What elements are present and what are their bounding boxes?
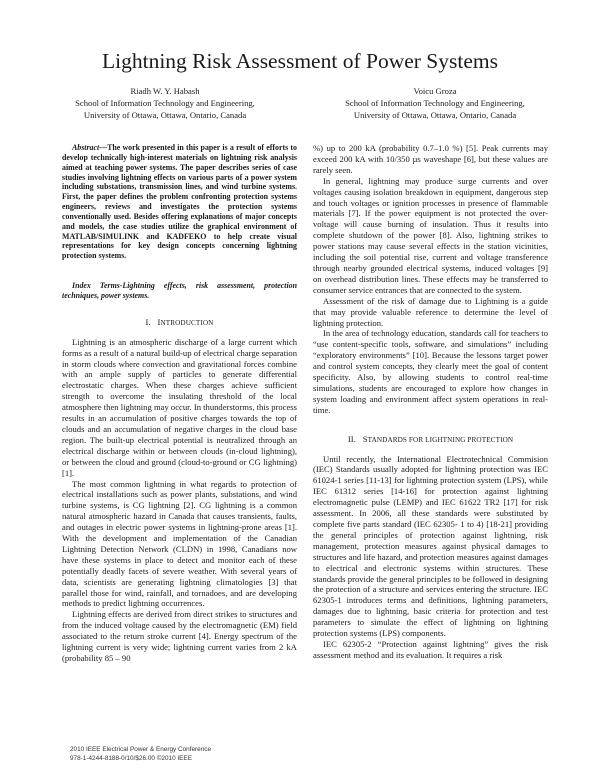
abstract xyxy=(62,143,297,261)
section-title-rest: NTRODUCTION xyxy=(160,318,214,327)
author-block-2 xyxy=(300,86,570,121)
index-terms-text: Lightning effects, risk assessment, protection techniques, power systems. xyxy=(62,281,297,300)
left-column xyxy=(62,143,297,664)
author-affiliation: School of Information Technology and Engineering, xyxy=(345,97,525,108)
abstract-text: The work presented in this paper is a result of efforts to develop technically high-interest materials on lightning risk analysis aimed at teaching power systems. The paper describes series of case studies involving lightning effects on various parts of a power system including substations, transmission lines, and wind turbine systems. First, the paper defines the problem confronting protection systems engineers, reviews and investigates the protection systems conventionally used. Besides offering explanations of major concepts and models, the case studies utilize the graphical environment of MATLAB/SIMULINK and KADFEKO to help create visual representations for key design concepts concerning lightning protection systems. xyxy=(62,143,297,261)
section-numeral: I. xyxy=(145,316,151,327)
copyright-footer xyxy=(70,745,211,763)
abstract-dash: — xyxy=(99,143,108,152)
author-name: Riadh W. Y. Habash xyxy=(130,86,200,96)
section-heading-standards xyxy=(313,434,548,446)
section-numeral: II. xyxy=(347,433,357,444)
paragraph: The most common lightning in what regards to protection of electrical installations such as power plants, substations, and wind turbine systems, is CG lightning [2]. CG lightning is a common natural atmospheric hazard in Canada that causes transients, faults, and outages in electric power systems in lightning-prone areas [1]. With the development and implementation of the Canadian Lightning Detection Network (CLDN) in 1998, Canadians now have these systems in place to detect and monitor each of these potentially deadly facets of severe weather. With several years of data, scientists are generating lightning climatologies [3] that parallel those for wind, rainfall, and tornadoes, and are developing methods to predict lightning occurrences. xyxy=(62,478,297,609)
right-column xyxy=(313,143,548,661)
footer-conference: 2010 IEEE Electrical Power & Energy Conference xyxy=(70,746,212,753)
paragraph: Lightning effects are derived from direct strikes to structures and from the induced voltage caused by the electromagnetic (EM) field associated to the return stroke current [4]. Energy spectrum of the lightning current is very wide; lightning current varies from 2 kA (probability 85 – 90 xyxy=(62,609,297,663)
paragraph: IEC 62305-2 “Protection against lightning” gives the risk assessment method and its evaluation. It requires a risk xyxy=(313,638,548,660)
index-terms xyxy=(62,281,297,301)
section-heading-introduction xyxy=(62,317,297,329)
section-title-rest: TANDARDS FOR LIGHTNING PROTECTION xyxy=(367,435,514,444)
section-initial: I xyxy=(157,316,161,327)
paragraph: %) up to 200 kA (probability 0.7–1.0 %) [5]. Peak currents may exceed 200 kA with 10/350 µs waveshape [6], but these values are rarely seen. xyxy=(313,143,548,175)
paragraph: Until recently, the International Electrotechnical Commision (IEC) Standards usually adopted for lightning protection was IEC 61024-1 series [11-13] for lightning protection system (LPS), while IEC 61312 series [14-16] for protection against lightning electromagnetic pulse (LEMP) and IEC 61622 TR2 [17] for risk assessment. In 2006, all these standards were substituted by complete five parts standard (IEC 62305- 1 to 4) [18-21] providing the general principles of protection against lightning, risk management, protection measures against physical damages to structures and life hazard, and protection measures against damages to electrical and electronic systems within structures. These standards provide the general principles to be followed in designing the protection of a structure and services entering the structure. IEC 62305-1 introduces terms and definitions, lightning parameters, damages due to lightning, basic criteria for protection and test parameters to simulate the effect of lightning on lightning protection systems (LPS) components. xyxy=(313,453,548,639)
index-terms-dash: - xyxy=(119,281,123,291)
author-location: University of Ottawa, Ottawa, Ontario, Canada xyxy=(353,109,517,120)
author-location: University of Ottawa, Ottawa, Ontario, Canada xyxy=(83,109,247,120)
paragraph: In general, lightning may produce surge currents and over voltages causing isolation breakdown in equipment, dangerous step and touch voltages or ignition processes in presence of flammable materials [7]. If the power equipment is not protected the over-voltage will cause burning of insulation. Thus it results into complete shutdown of the power [8]. Also, lightning strikes to power stations may cause several effects in the station vicinities, including the soil potential rise, current and voltage transference through nearby grounded electrical systems, induced voltages [9] on overhead distribution lines. These effects may be transferred to consumer service entrances that are connected to the system. xyxy=(313,175,548,295)
author-affiliation: School of Information Technology and Engineering, xyxy=(75,97,255,108)
footer-isbn: 978-1-4244-8188-0/10/$26.00 ©2010 IEEE xyxy=(70,755,192,762)
paragraph: In the area of technology education, standards call for teachers to “use content-specific tools, software, and simulations” including “exploratory environments” [10]. Because the lessons target power and control system concepts, they clearly meet the goal of content specificity. Also, by allowing students to control real-time simulations, students are encouraged to explore how changes in system loading and environment affect system operations in real-time. xyxy=(313,328,548,415)
paragraph: Assessment of the risk of damage due to Lightning is a guide that may provide valuable reference to determine the level of lightning protection. xyxy=(313,295,548,328)
author-name: Voicu Groza xyxy=(413,86,457,96)
abstract-label: Abstract xyxy=(72,143,100,152)
section-initial: S xyxy=(362,433,368,444)
paragraph: Lightning is an atmospheric discharge of a large current which forms as a result of a natural build-up of electrical charge separation in storm clouds where convection and gravitational forces combine with an ample supply of particles to generate differential electrostatic charges. When these charges achieve sufficient strength to overcome the insulating threshold of the local atmosphere then lightning may occur. In thunderstorms, this process results in an accumulation of positive charges towards the top of clouds and an accumulation of negative charges in the cloud base region. The built-up electrical potential is neutralized through an electrical discharge within or between clouds (in-cloud lightning), or between the cloud and ground (cloud-to-ground or CG lightning) [1]. xyxy=(62,336,297,478)
paper-title: Lightning Risk Assessment of Power Systems xyxy=(102,49,498,73)
index-terms-label: Index Terms xyxy=(72,281,120,291)
author-block-1 xyxy=(30,86,300,121)
